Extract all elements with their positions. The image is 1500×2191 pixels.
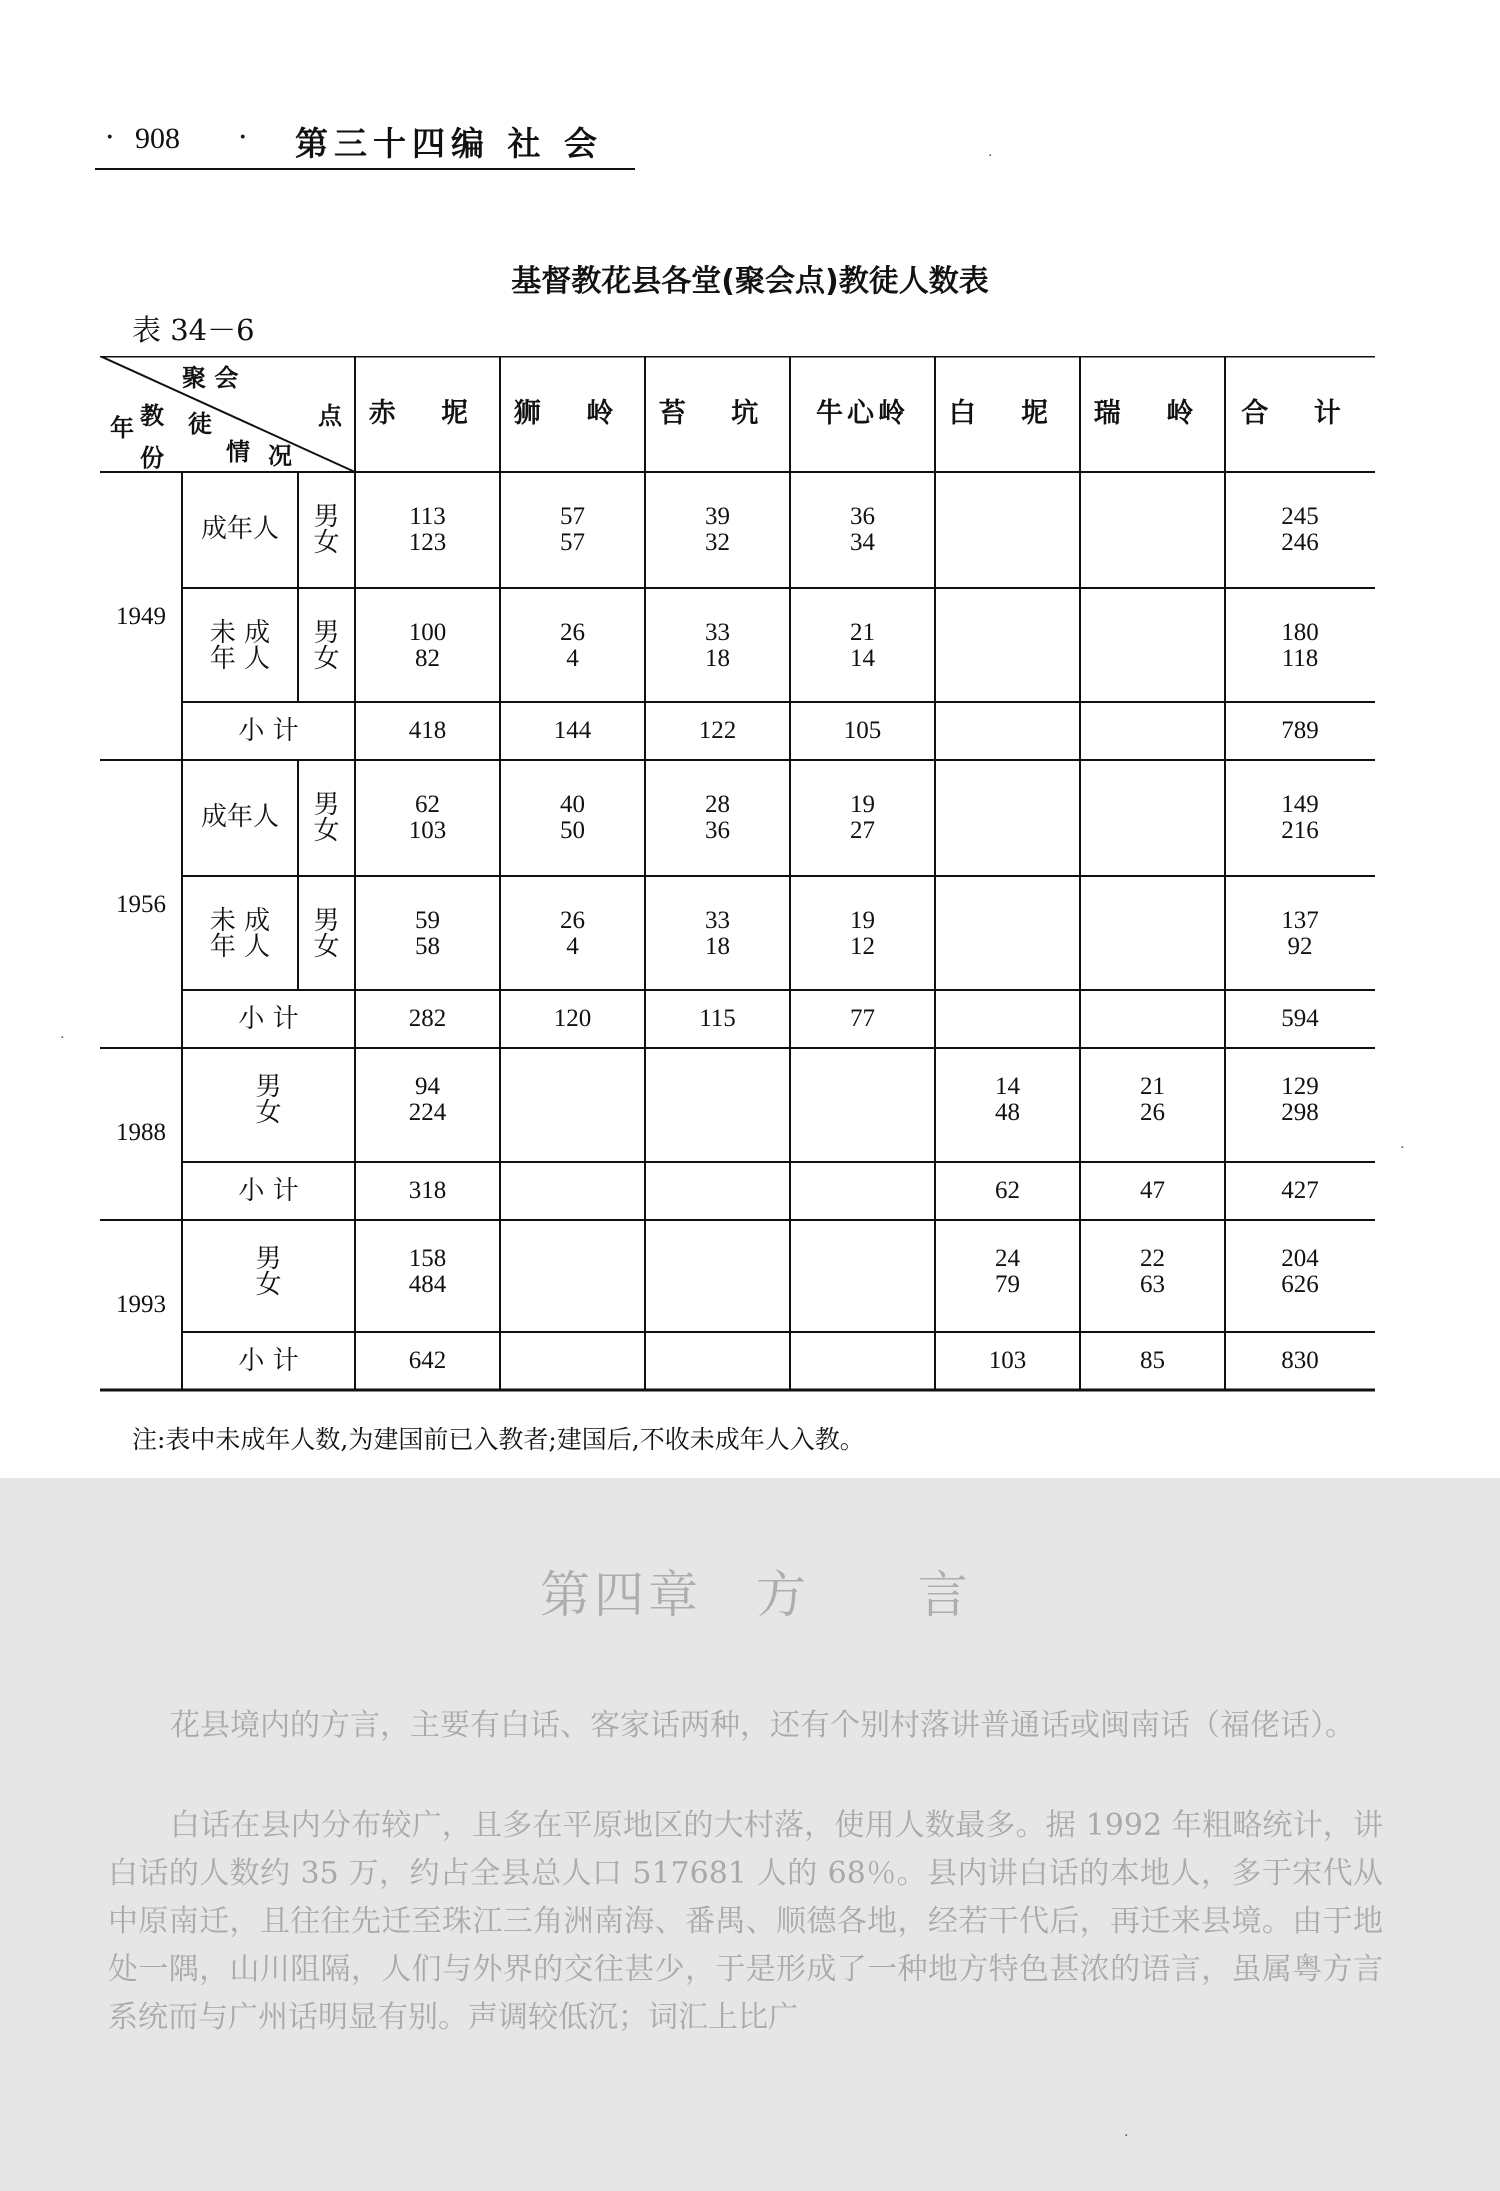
table-cell: 26	[1140, 1099, 1165, 1126]
table-cell: 115	[699, 1005, 736, 1032]
table-cell: 19	[850, 907, 875, 934]
running-header	[95, 112, 635, 172]
col-header-baini: 白 坭	[948, 398, 1067, 429]
page-number: 908	[135, 122, 180, 155]
table-cell: 27	[850, 817, 875, 844]
table-cell: 19	[850, 791, 875, 818]
row-label-female: 女	[313, 932, 340, 962]
table-cell: 245	[1281, 503, 1319, 530]
table-cell: 79	[995, 1271, 1020, 1298]
scan-speck: ·	[1400, 1140, 1405, 1156]
data-table	[100, 356, 1375, 1392]
table-cell: 158	[408, 1245, 447, 1272]
table-cell: 789	[1281, 717, 1319, 744]
table-title: 基督教花县各堂(聚会点)教徒人数表	[511, 264, 989, 299]
table-cell: 418	[408, 717, 447, 744]
header-dot-right: ·	[238, 120, 248, 155]
row-label-female: 女	[313, 816, 340, 846]
col-header-total: 合 计	[1241, 398, 1359, 429]
row-label-female: 女	[255, 1270, 282, 1300]
table-cell: 216	[1281, 817, 1319, 844]
table-cell: 24	[995, 1245, 1020, 1272]
table-cell: 92	[1287, 933, 1313, 960]
table-cell: 33	[705, 619, 730, 646]
year-1993: 1993	[116, 1291, 166, 1318]
paragraph-1: 花县境内的方言，主要有白话、客家话两种，还有个别村落讲普通话或闽南话（福佬话）。	[170, 1708, 1355, 1743]
table-cell: 137	[1281, 907, 1319, 934]
table-cell: 123	[408, 529, 447, 556]
header-dot-left: ·	[105, 120, 115, 155]
corner-label-fen: 份	[140, 444, 164, 472]
row-label-subtotal: 小 计	[238, 716, 299, 746]
table-cell: 14	[850, 645, 875, 672]
row-label-minor: 未 成	[209, 906, 271, 936]
table-cell: 50	[560, 817, 585, 844]
table-cell: 40	[560, 791, 585, 818]
table-cell: 224	[408, 1099, 447, 1126]
table-cell: 4	[566, 645, 579, 672]
col-header-taikeng: 苔 坑	[658, 398, 777, 429]
table-cell: 77	[850, 1005, 875, 1032]
table-cell: 118	[1281, 645, 1319, 672]
chapter-title: 第四章 方 言	[540, 1566, 972, 1624]
row-label-male: 男	[313, 618, 340, 648]
year-1956: 1956	[116, 891, 166, 918]
table-cell: 62	[995, 1177, 1020, 1204]
row-label-adult: 成年人	[200, 802, 279, 832]
table-cell: 144	[553, 717, 592, 744]
table-note: 注:表中未成年人数,为建国前已入教者;建国后,不收未成年人入教。	[132, 1425, 865, 1454]
row-label-minor: 年 人	[209, 644, 271, 674]
table-cell: 48	[995, 1099, 1020, 1126]
corner-label-qing: 情	[226, 438, 250, 466]
header-rule	[95, 168, 635, 170]
table-cell: 18	[705, 645, 730, 672]
corner-label-kuang: 况	[268, 442, 292, 470]
table-cell: 21	[1140, 1073, 1165, 1100]
table-cell: 12	[850, 933, 875, 960]
col-header-niuxinling: 牛心岭	[816, 398, 909, 429]
row-label-female: 女	[313, 528, 340, 558]
table-cell: 298	[1281, 1099, 1319, 1126]
table-cell: 14	[995, 1073, 1020, 1100]
table-cell: 94	[415, 1073, 440, 1100]
table-cell: 246	[1281, 529, 1319, 556]
corner-label-point: 点	[318, 402, 342, 430]
table-cell: 642	[408, 1347, 447, 1374]
table-cell: 21	[850, 619, 875, 646]
scan-speck: ·	[1124, 2128, 1129, 2144]
table-cell: 103	[988, 1347, 1027, 1374]
table-cell: 26	[560, 619, 585, 646]
col-header-chini: 赤 坭	[368, 398, 487, 429]
table-cell: 58	[415, 933, 440, 960]
col-header-ruiling: 瑞 岭	[1093, 398, 1212, 429]
table-cell: 100	[408, 619, 447, 646]
table-cell: 36	[705, 817, 730, 844]
table-cell: 427	[1281, 1177, 1319, 1204]
corner-label-year: 年	[110, 414, 134, 442]
row-label-subtotal: 小 计	[238, 1004, 299, 1034]
table-cell: 59	[415, 907, 440, 934]
table-cell: 32	[705, 529, 730, 556]
corner-label-gathering: 聚 会	[182, 364, 239, 392]
table-cell: 282	[408, 1005, 447, 1032]
table-cell: 28	[705, 791, 730, 818]
table-cell: 62	[415, 791, 440, 818]
table-cell: 34	[850, 529, 875, 556]
table-cell: 149	[1281, 791, 1319, 818]
table-cell: 122	[698, 717, 737, 744]
section-title: 第三十四编 社 会	[295, 124, 603, 163]
table-cell: 484	[408, 1271, 447, 1298]
scan-speck: ·	[60, 1030, 65, 1046]
table-cell: 204	[1281, 1245, 1319, 1272]
row-label-minor: 未 成	[209, 618, 271, 648]
table-cell: 594	[1281, 1005, 1319, 1032]
table-cell: 120	[553, 1005, 592, 1032]
corner-label-jiao: 教	[140, 402, 164, 430]
paragraph-2: 白话在县内分布较广，且多在平原地区的大村落，使用人数最多。据 1992 年粗略统计，讲白话的人数约 35 万，约占全县总人口 517681 人的 68％。县内讲白话的本地人，多于宋代从中原南迁，且往往先迁至珠江三角洲南海、番禺、顺德各地，经若干代后，再迁来县境。由于地处一隅，山川阻隔，人们与外界的交往甚少，于是形成了一种地方特色甚浓的语言，虽属粤方言系统而与广州话明显有别。声调较低沉；词汇上比广	[108, 1808, 1383, 2035]
table-cell: 39	[705, 503, 730, 530]
table-cell: 4	[566, 933, 579, 960]
table-cell: 129	[1281, 1073, 1319, 1100]
table-cell: 180	[1281, 619, 1319, 646]
table-cell: 57	[560, 529, 585, 556]
row-label-male: 男	[313, 790, 340, 820]
table-cell: 18	[705, 933, 730, 960]
table-cell: 33	[705, 907, 730, 934]
row-label-female: 女	[255, 1098, 282, 1128]
corner-label-tu: 徒	[188, 410, 212, 438]
table-cell: 113	[409, 503, 446, 530]
year-1988: 1988	[116, 1119, 166, 1146]
scan-speck: ·	[988, 148, 993, 164]
table-cell: 318	[408, 1177, 447, 1204]
table-cell: 82	[415, 645, 440, 672]
table-number: 表 34－6	[132, 313, 255, 347]
table-cell: 85	[1140, 1347, 1165, 1374]
table-cell: 22	[1140, 1245, 1165, 1272]
table-cell: 57	[560, 503, 585, 530]
row-label-minor: 年 人	[209, 932, 271, 962]
row-label-male: 男	[313, 906, 340, 936]
table-cell: 47	[1140, 1177, 1165, 1204]
table-cell: 103	[408, 817, 447, 844]
table-cell: 63	[1140, 1271, 1165, 1298]
row-label-subtotal: 小 计	[238, 1346, 299, 1376]
table-cell: 105	[843, 717, 882, 744]
table-cell: 36	[850, 503, 875, 530]
row-label-female: 女	[313, 644, 340, 674]
row-label-subtotal: 小 计	[238, 1176, 299, 1206]
row-label-male: 男	[255, 1072, 282, 1102]
row-label-male: 男	[313, 502, 340, 532]
table-cell: 26	[560, 907, 585, 934]
row-label-adult: 成年人	[200, 514, 279, 544]
col-header-shiling: 狮 岭	[513, 398, 632, 429]
row-label-male: 男	[255, 1244, 282, 1274]
table-cell: 830	[1281, 1347, 1319, 1374]
year-1949: 1949	[116, 603, 166, 630]
table-cell: 626	[1281, 1271, 1319, 1298]
